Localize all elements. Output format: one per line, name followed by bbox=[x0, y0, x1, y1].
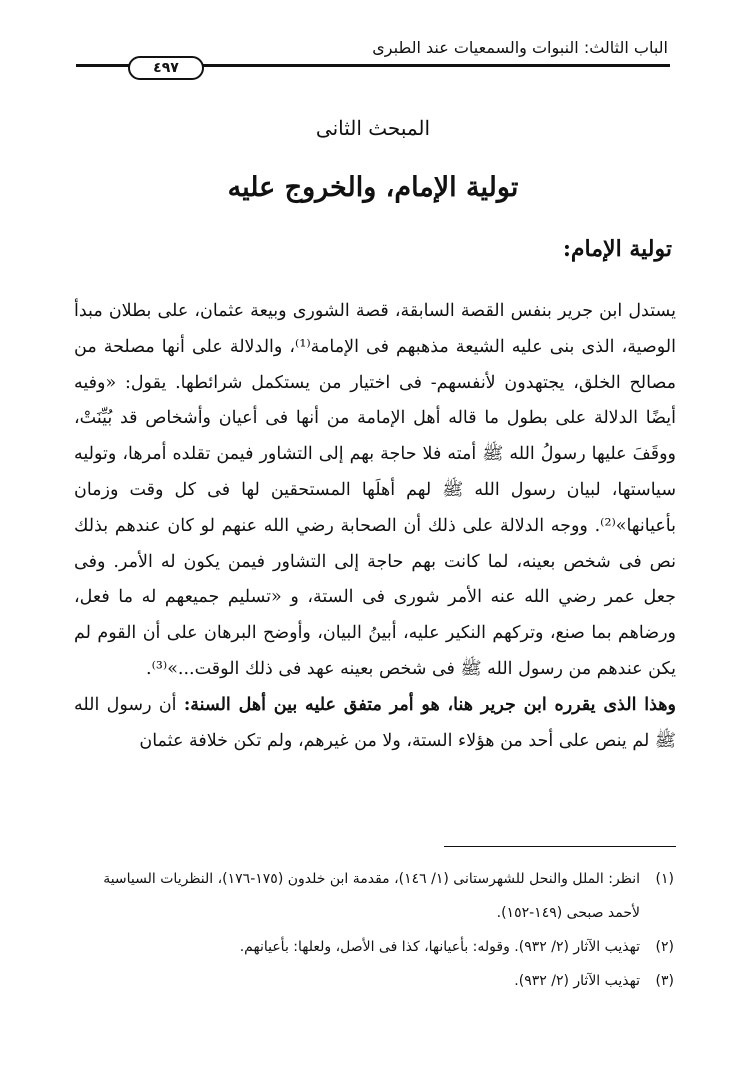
footnote-number: (٢) bbox=[655, 939, 674, 955]
chapter-title: تولية الإمام، والخروج عليه bbox=[227, 172, 519, 203]
section-label: المبحث الثانى bbox=[315, 116, 431, 140]
footnote-number: (١) bbox=[655, 871, 674, 887]
closing-rest: أن رسول الله ﷺ لم ينص على أحد من هؤلاء الستة، ولا من غيرهم، ولم تكن خلافة عثمان bbox=[74, 694, 676, 751]
footnote-text: انظر: الملل والنحل للشهرستانى (١/ ١٤٦)، مقدمة ابن خلدون (١٧٥-١٧٦)، النظريات السياسية لأحمد صبحى (١٤٩-١٥٢). bbox=[103, 871, 640, 921]
subheading: تولية الإمام: bbox=[562, 236, 672, 262]
closing-paragraph bbox=[74, 688, 676, 760]
footnote-item bbox=[68, 964, 674, 998]
running-header-title: الباب الثالث: النبوات والسمعيات عند الطبرى bbox=[372, 38, 668, 57]
paragraph: يستدل ابن جرير بنفس القصة السابقة، قصة الشورى وبيعة عثمان، على بطلان مبدأ الوصية، الذى بنى عليه الشيعة مذهبهم فى الإمامة⁽¹⁾، والدلالة على أنها مصلحة من مصالح الخلق، يجتهدون لأنفسهم- فى اختيار من يستكمل شرائطها. يقول: «وفيه أيضًا الدلالة على بطول ما قاله أهل الإمامة من أنها فى أعيان وأشخاص قد بُيِّنَتْ، ووقَفَ عليها رسولُ الله ﷺ أمته فلا حاجة بهم إلى التشاور فيمن تقلده أمرها، وتوليه سياستها، لبيان رسول الله ﷺ لهم أهلَها المستحقين لها فى كل وقت وزمان بأعيانها»⁽²⁾. ووجه الدلالة على ذلك أن الصحابة رضي الله عنهم لو كان عندهم بذلك نص فى شخص بعينه، لما كانت بهم حاجة إلى التشاور فيمن يكون له الأمر. وفى جعل عمر رضي الله عنه الأمر شورى فى الستة، و «تسليم جميعهم له ما فعل، ورضاهم بما صنع، وتركهم النكير عليه، أبينُ البيان، وأوضح البرهان على أن القوم لم يكن عندهم من رسول الله ﷺ فى شخص بعينه عهد فى ذلك الوقت...»⁽³⁾. bbox=[74, 301, 677, 679]
closing-lead: وهذا الذى يقرره ابن جرير هنا، هو أمر متفق عليه بين أهل السنة: bbox=[183, 694, 676, 715]
footnote-text: تهذيب الآثار (٢/ ٩٣٢). bbox=[514, 973, 640, 989]
page-number-badge: ٤٩٧ bbox=[128, 56, 204, 80]
footnote-item bbox=[68, 930, 674, 964]
footnotes bbox=[68, 862, 674, 998]
footnote-number: (٣) bbox=[655, 973, 674, 989]
footnote-text: تهذيب الآثار (٢/ ٩٣٢). وقوله: بأعيانها، كذا فى الأصل، ولعلها: بأعيانهم. bbox=[239, 939, 640, 955]
footnote-rule bbox=[444, 846, 676, 847]
body-text bbox=[74, 294, 676, 759]
footnote-item bbox=[68, 862, 674, 930]
